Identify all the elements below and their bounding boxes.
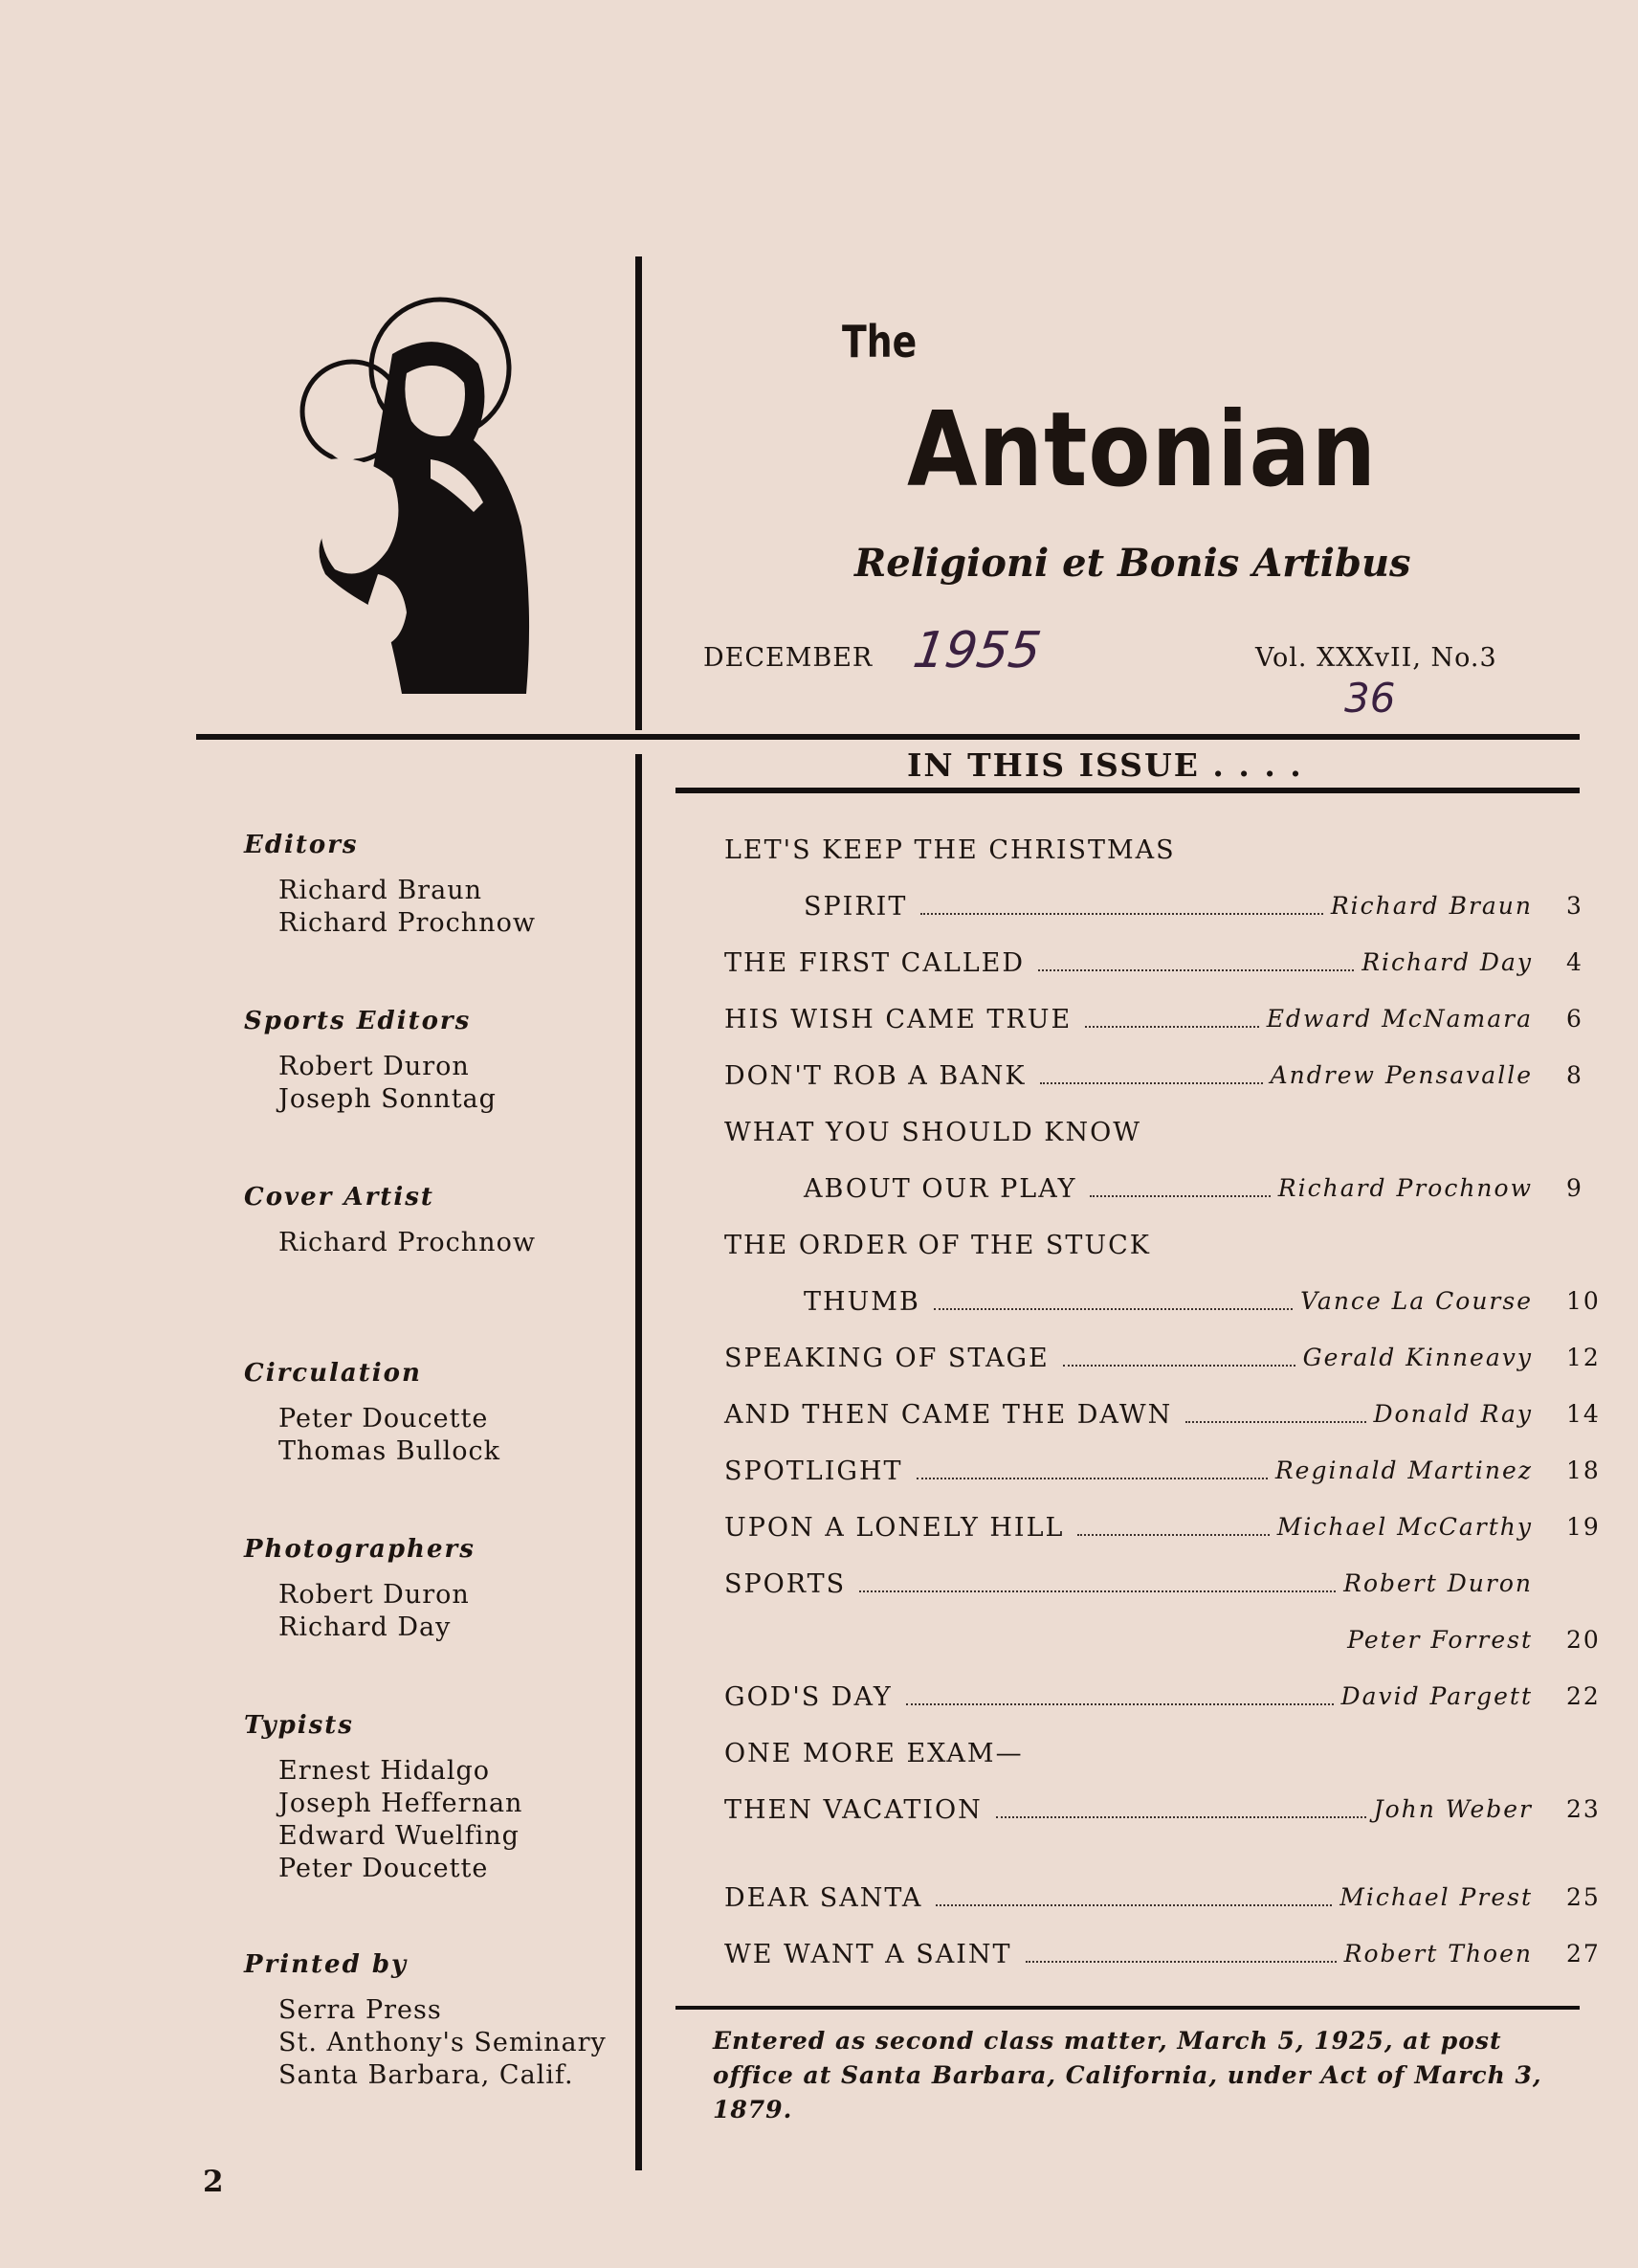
- staff-name: Serra Press: [278, 1995, 442, 2025]
- staff-role: Photographers: [244, 1535, 476, 1564]
- toc-page-number: 18: [1566, 1456, 1601, 1484]
- toc-author: Michael McCarthy: [1276, 1513, 1533, 1541]
- toc-title: SPORTS: [724, 1569, 847, 1599]
- toc-page-number: 9: [1566, 1174, 1583, 1202]
- toc-entry: [724, 1513, 1601, 1551]
- staff-role: Typists: [244, 1711, 354, 1740]
- toc-leader-dots: [934, 1308, 1293, 1310]
- staff-role: Sports Editors: [244, 1007, 472, 1035]
- magazine-title: Antonian: [907, 390, 1378, 510]
- toc-leader-dots: [917, 1478, 1268, 1479]
- toc-title: SPOTLIGHT: [724, 1456, 903, 1486]
- toc-entry: [724, 835, 1585, 874]
- toc-author: Richard Braun: [1330, 892, 1533, 920]
- toc-page-number: 27: [1566, 1940, 1601, 1968]
- toc-author: Gerald Kinneavy: [1302, 1344, 1533, 1371]
- toc-title: WHAT YOU SHOULD KNOW: [724, 1118, 1141, 1147]
- toc-author: Michael Prest: [1339, 1883, 1533, 1911]
- toc-title: HIS WISH CAME TRUE: [724, 1005, 1073, 1034]
- toc-author: Richard Day: [1361, 948, 1533, 976]
- staff-role: Cover Artist: [244, 1183, 434, 1212]
- toc-leader-dots: [1090, 1195, 1271, 1197]
- staff-name: Robert Duron: [278, 1052, 470, 1081]
- toc-author: Donald Ray: [1373, 1400, 1533, 1428]
- toc-leader-dots: [920, 913, 1323, 915]
- handwritten-year: 1955: [909, 622, 1045, 679]
- toc-title: GOD'S DAY: [724, 1682, 893, 1712]
- toc-title: ONE MORE EXAM—: [724, 1739, 1024, 1768]
- staff-group: [244, 1711, 646, 1950]
- staff-name: Thomas Bullock: [278, 1436, 501, 1466]
- toc-author: Reginald Martinez: [1274, 1456, 1533, 1484]
- toc-author: Robert Thoen: [1343, 1940, 1533, 1968]
- toc-author: Peter Forrest: [1347, 1626, 1533, 1654]
- volume-number: Vol. XXXvII, No.3: [1255, 643, 1497, 673]
- toc-author: Robert Duron: [1343, 1569, 1533, 1597]
- toc-author: Richard Prochnow: [1277, 1174, 1533, 1202]
- magazine-motto: Religioni et Bonis Artibus: [854, 541, 1411, 586]
- toc-page-number: 3: [1566, 892, 1583, 920]
- toc-page-number: 20: [1566, 1626, 1601, 1654]
- in-this-issue-heading: IN THIS ISSUE . . . .: [907, 746, 1303, 784]
- toc-entry: [724, 1118, 1585, 1156]
- staff-name: Richard Day: [278, 1612, 452, 1642]
- postal-entry-note: Entered as second class matter, March 5, 1925, at post office at Santa Barbara, California, under Act of March 3, 1879.: [713, 2027, 1542, 2123]
- toc-title: THEN VACATION: [724, 1795, 983, 1825]
- toc-author: Vance La Course: [1300, 1287, 1533, 1315]
- toc-entry: [724, 1344, 1601, 1382]
- toc-bottom-rule: [675, 2006, 1580, 2010]
- page-number: 2: [203, 2165, 224, 2199]
- handwritten-volume: 36: [1344, 675, 1396, 722]
- staff-name: Peter Doucette: [278, 1404, 489, 1434]
- masthead-rule: [196, 734, 1580, 740]
- toc-page-number: 22: [1566, 1682, 1601, 1710]
- toc-entry: [724, 1061, 1585, 1100]
- issue-month: DECEMBER: [703, 643, 874, 673]
- toc-title: SPEAKING OF STAGE: [724, 1344, 1050, 1373]
- toc-entry: [724, 948, 1585, 987]
- issue-heading-rule: [675, 788, 1580, 793]
- toc-leader-dots: [859, 1590, 1336, 1592]
- staff-role: Printed by: [244, 1950, 409, 1979]
- toc-author: John Weber: [1373, 1795, 1533, 1823]
- toc-entry: [724, 1940, 1601, 1978]
- staff-role: Circulation: [244, 1359, 422, 1388]
- staff-name: Richard Braun: [278, 876, 482, 905]
- toc-page-number: 23: [1566, 1795, 1601, 1823]
- staff-list: [244, 831, 646, 2126]
- staff-group: [244, 1359, 646, 1535]
- toc-title: UPON A LONELY HILL: [724, 1513, 1065, 1543]
- toc-entry: [724, 1400, 1601, 1438]
- toc-author: David Pargett: [1340, 1682, 1533, 1710]
- toc-title: SPIRIT: [804, 892, 908, 922]
- staff-group: [244, 831, 646, 1007]
- toc-leader-dots: [1063, 1365, 1295, 1367]
- toc-entry: [724, 1883, 1601, 1922]
- toc-title: THE FIRST CALLED: [724, 948, 1026, 978]
- toc-entry: [724, 1682, 1601, 1721]
- toc-leader-dots: [1185, 1421, 1366, 1423]
- toc-page-number: 10: [1566, 1287, 1601, 1315]
- staff-role: Editors: [244, 831, 359, 859]
- toc-entry: [724, 1174, 1585, 1212]
- toc-author: Andrew Pensavalle: [1270, 1061, 1533, 1089]
- toc-title: WE WANT A SAINT: [724, 1940, 1012, 1969]
- toc-leader-dots: [996, 1816, 1366, 1818]
- staff-name: St. Anthony's Seminary: [278, 2028, 607, 2057]
- staff-name: Ernest Hidalgo: [278, 1756, 491, 1786]
- toc-leader-dots: [1085, 1026, 1259, 1028]
- toc-entry: [724, 1456, 1601, 1495]
- staff-name: Richard Prochnow: [278, 1228, 536, 1257]
- toc-leader-dots: [936, 1904, 1332, 1906]
- toc-page-number: 25: [1566, 1883, 1601, 1911]
- toc-entry: [724, 1569, 1585, 1608]
- staff-name: Santa Barbara, Calif.: [278, 2060, 574, 2090]
- toc-leader-dots: [1038, 969, 1354, 971]
- toc-page-number: 19: [1566, 1513, 1601, 1541]
- staff-name: Edward Wuelfing: [278, 1821, 520, 1851]
- staff-name: Joseph Heffernan: [278, 1789, 523, 1818]
- toc-entry: [724, 1005, 1585, 1043]
- toc-page-number: 8: [1566, 1061, 1583, 1089]
- toc-title: LET'S KEEP THE CHRISTMAS: [724, 835, 1176, 865]
- toc-title: DEAR SANTA: [724, 1883, 923, 1913]
- toc-entry: [724, 1231, 1585, 1269]
- staff-group: [244, 1007, 646, 1183]
- toc-leader-dots: [1077, 1534, 1270, 1536]
- toc-author: Edward McNamara: [1266, 1005, 1533, 1033]
- toc-entry: [724, 1739, 1585, 1777]
- toc-leader-dots: [1040, 1082, 1263, 1084]
- staff-name: Robert Duron: [278, 1580, 470, 1610]
- toc-title: AND THEN CAME THE DAWN: [724, 1400, 1173, 1430]
- staff-group: [244, 1183, 646, 1359]
- toc-entry: [724, 1626, 1601, 1664]
- toc-entry: [724, 892, 1585, 930]
- toc-page-number: 6: [1566, 1005, 1583, 1033]
- toc-page-number: 4: [1566, 948, 1583, 976]
- toc-title: THE ORDER OF THE STUCK: [724, 1231, 1151, 1260]
- staff-name: Peter Doucette: [278, 1854, 489, 1883]
- staff-name: Richard Prochnow: [278, 908, 536, 938]
- toc-page-number: 14: [1566, 1400, 1601, 1428]
- toc-page-number: 12: [1566, 1344, 1601, 1371]
- toc-entry: [724, 1287, 1601, 1325]
- st-anthony-logo: [287, 297, 536, 699]
- staff-group: [244, 1950, 646, 2126]
- toc-leader-dots: [1026, 1961, 1337, 1963]
- staff-name: Joseph Sonntag: [278, 1084, 497, 1114]
- masthead-the: The: [842, 316, 918, 367]
- toc-title: ABOUT OUR PLAY: [804, 1174, 1077, 1204]
- toc-title: THUMB: [804, 1287, 920, 1317]
- toc-leader-dots: [906, 1703, 1334, 1705]
- toc-entry: [724, 1795, 1601, 1834]
- toc-title: DON'T ROB A BANK: [724, 1061, 1027, 1091]
- staff-group: [244, 1535, 646, 1711]
- masthead-divider: [635, 256, 642, 730]
